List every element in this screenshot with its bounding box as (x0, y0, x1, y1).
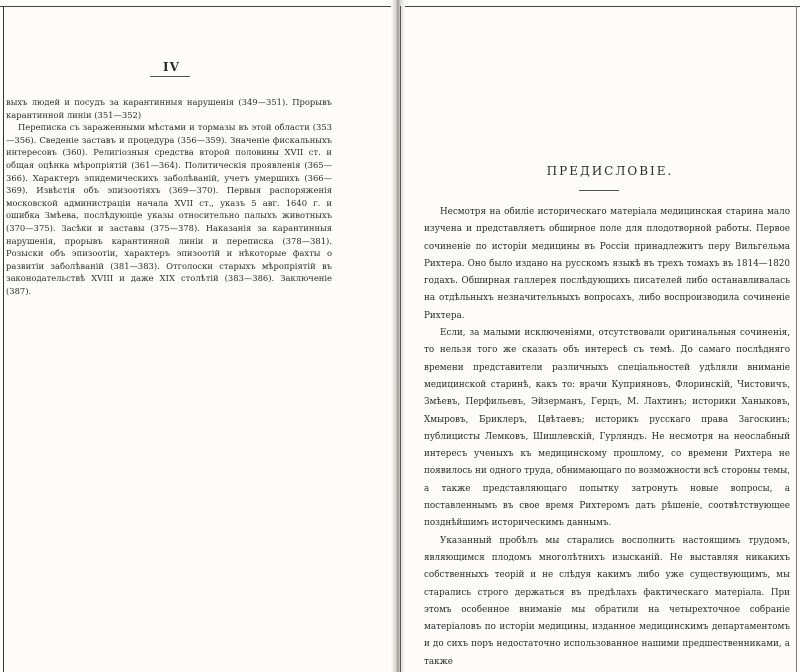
page-title: ПРЕДИСЛОВІЕ. (546, 164, 674, 178)
left-page-text (6, 96, 332, 298)
gutter-line (400, 6, 401, 672)
right-paragraph-3: Указанный пробѣлъ мы старались восполнить настоящимъ трудомъ, являющимся плодомъ многолѣтнихъ изысканій. Не выставляя никакихъ собственныхъ теорій и не слѣдуя какимъ либо уже существующимъ, мы старались строго держаться въ предѣлахъ фактическаго матеріала. При этомъ особенное вниманіе мы обратили на четырехточное собраніе матеріаловъ по исторіи медицины, изданное медицинскимъ департаментомъ и до сихъ поръ недостаточно использованное нашими предшественниками, а также (424, 535, 790, 667)
book-gutter (391, 0, 405, 672)
title-rule (579, 190, 619, 191)
left-border (3, 6, 4, 672)
right-paragraph-1: Несмотря на обиліе историческаго матеріала медицинская старина мало изучена и представляетъ обширное поле для плодотворной работы. Первое сочиненіе по исторіи медицины въ Россіи принадлежитъ перу Вильгельма Рихтера. Оно было издано на русскомъ языкѣ въ трехъ томахъ въ 1814—1820 годахъ. Обширная галлерея послѣдующихъ писателей либо останавливалась на отдѣльныхъ незначительныхъ вопросахъ, либо воспроизводила сочиненіе Рихтера. (424, 207, 790, 321)
right-paragraph-2: Если, за малыми исключеніями, отсутствовали оригинальныя сочиненія, то нельзя того же сказать объ интересѣ съ темѣ. До самаго послѣдняго времени представители различныхъ спеціальностей удѣляли вниманіе медицинской старинѣ, какъ то: врачи Куприяновъ, Флоринскій, Чистовичъ, Змѣевъ, Перфильевъ, Эйзерманъ, Герцъ, М. Лахтинъ; историки Ханыковъ, Хмыровъ, Бриклеръ, Цвѣтаевъ; историкъ русскаго права Загоскинъ; публицисты Лемковъ, Шишлевскій, Гурляндъ. Не несмотря на неослабный интересъ ученыхъ къ медицинскому прошлому, со времени Рихтера не появилось ни одного труда, обнимающаго по возможности всѣ стороны темы, а также представляющаго попытку затронуть новые вопросы, а поставленнымъ въ свое время Рихтеромъ дать рѣшеніе, соотвѣтствующее позднѣйшимъ историческимъ даннымъ. (424, 328, 790, 529)
page-number-rule (150, 76, 190, 77)
page-number: IV (163, 60, 180, 74)
left-paragraph-1: выхъ людей и посудъ за карантинныя нарушенія (349—351). Прорывъ карантинной линіи (351—352) (6, 97, 332, 120)
left-paragraph-2: Переписка съ зараженными мѣстами и тормазы въ этой области (353—356). Сведеніе заставъ и процедура (356—359). Значеніе фискальныхъ интересовъ (360). Религіозныя средства второй половины XVII ст. и общая оцѣнка мѣропріятій (361—364). Политическія проявленія (365—366). Характеръ эпидемическихъ заболѣваній, учетъ умершихъ (366—369). Извѣстія объ эпизоотіяхъ (369—370). Первыя распоряженія московской администраціи начала XVII ст., указъ 5 авг. 1640 г. и ошибка Змѣева, послѣдующіе указы относительно палыхъ животныхъ (370—375). Засѣки и заставы (375—378). Наказанія за карантинныя нарушенія, прорывъ карантинной линіи и переписка (378—381). Розыски объ эпизоотіи, характеръ эпизоотій и нѣкоторые фахты о развитіи заболѣваній (381—383). Отголоски старыхъ мѣропріятій въ законодательствѣ XVIII и даже XIX столѣтій (383—386). Заключеніе (387). (6, 122, 332, 296)
right-page-text (424, 204, 790, 671)
right-border (796, 6, 797, 672)
